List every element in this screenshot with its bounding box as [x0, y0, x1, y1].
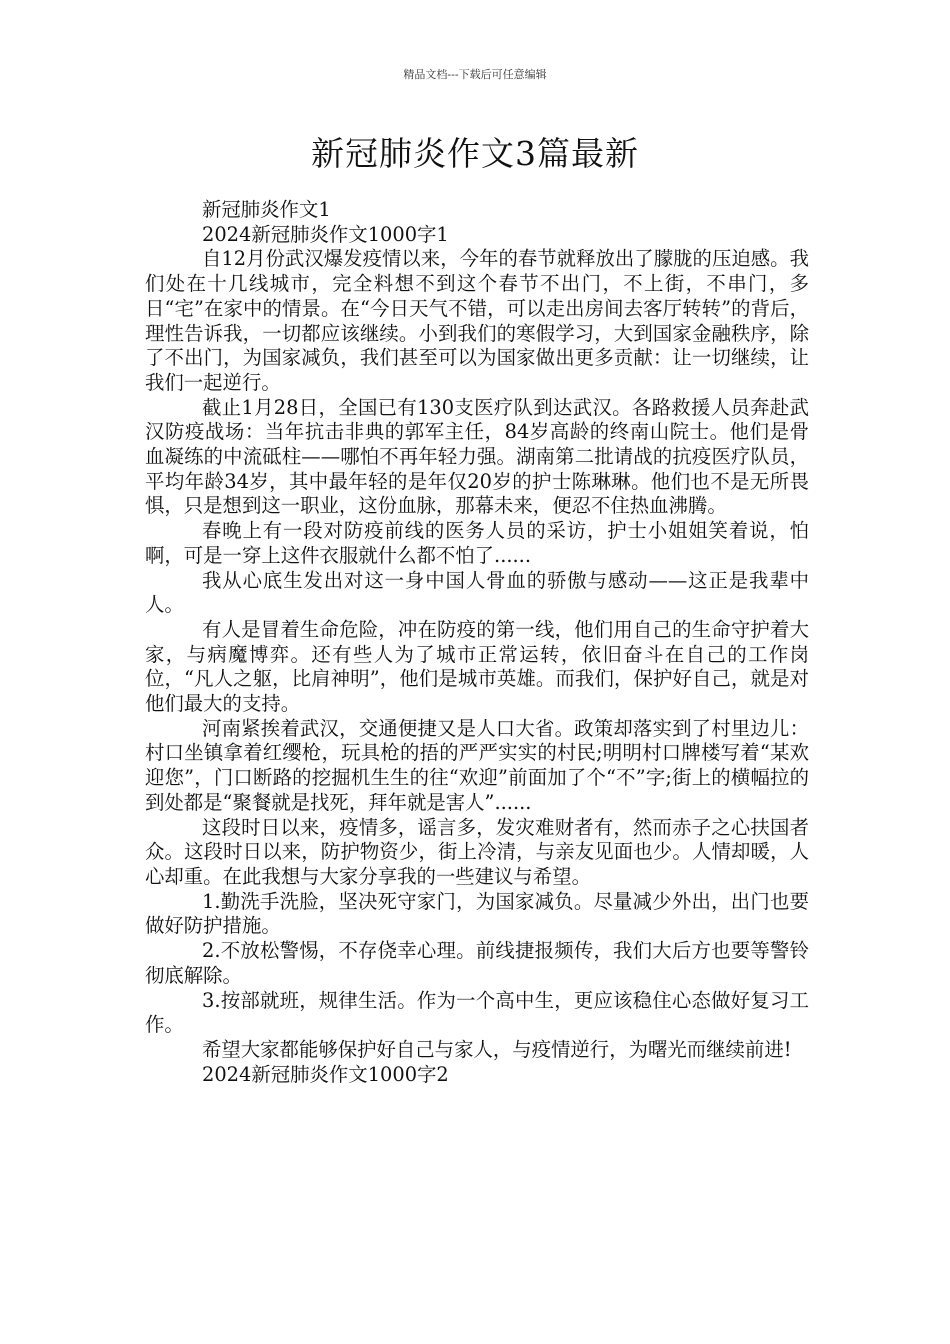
paragraph: 自12月份武汉爆发疫情以来，今年的春节就释放出了朦胧的压迫感。我们处在十几线城市，完全料想不到这个春节不出门，不上街，不串门，多日“宅”在家中的情景。在“今日天气不错，可以走出房间去客厅转转”的背后，理性告诉我，一切都应该继续。小到我们的寒假学习，大到国家金融秩序，除了不出门，为国家减负，我们甚至可以为国家做出更多贡献：让一切继续，让我们一起逆行。 [145, 247, 809, 394]
paragraph: 我从心底生发出对这一身中国人骨血的骄傲与感动——这正是我辈中人。 [145, 568, 809, 617]
paragraph: 这段时日以来，疫情多，谣言多，发灾难财者有，然而赤子之心扶国者众。这段时日以来，防护物资少，街上冷清，与亲友见面也少。人情却暖，人心却重。在此我想与大家分享我的一些建议与希望。 [145, 815, 809, 888]
document-body [145, 198, 809, 1087]
paragraph: 有人是冒着生命危险，冲在防疫的第一线，他们用自己的生命守护着大家，与病魔博弈。还有些人为了城市正常运转，依旧奋斗在自己的工作岗位，“凡人之躯，比肩神明”，他们是城市英雄。而我们，保护好自己，就是对他们最大的支持。 [145, 617, 809, 716]
list-item: 2.不放松警惕，不存侥幸心理。前线捷报频传，我们大后方也要等警铃彻底解除。 [145, 939, 809, 987]
essay-heading: 2024新冠肺炎作文1000字1 [202, 222, 449, 246]
list-item: 1.勤洗手洗脸，坚决死守家门，为国家减负。尽量减少外出，出门也要做好防护措施。 [145, 889, 809, 938]
essay-heading: 2024新冠肺炎作文1000字2 [202, 1062, 449, 1086]
paragraph: 截止1月28日，全国已有130支医疗队到达武汉。各路救援人员奔赴武汉防疫战场：当年抗击非典的郭军主任，84岁高龄的终南山院士。他们是骨血凝练的中流砥柱——哪怕不再年轻力强。湖南第二批请战的抗疫医疗队员，平均年龄34岁，其中最年轻的是年仅20岁的护士陈琳琳。他们也不是无所畏惧，只是想到这一职业，这份血脉，那幕未来，便忍不住热血沸腾。 [145, 395, 809, 518]
section-heading: 新冠肺炎作文1 [202, 198, 331, 221]
paragraph: 河南紧挨着武汉，交通便捷又是人口大省。政策却落实到了村里边儿：村口坐镇拿着红缨枪，玩具枪的捂的严严实实的村民;明明村口牌楼写着“某欢迎您”，门口断路的挖掘机生生的往“欢迎”前面加了个“不”字;街上的横幅拉的到处都是“聚餐就是找死，拜年就是害人”...... [145, 716, 809, 814]
document-title: 新冠肺炎作文3篇最新 [311, 134, 639, 173]
paragraph: 希望大家都能够保护好自己与家人，与疫情逆行，为曙光而继续前进! [202, 1037, 792, 1061]
paragraph: 春晚上有一段对防疫前线的医务人员的采访，护士小姐姐笑着说，怕啊，可是一穿上这件衣服就什么都不怕了...... [145, 519, 809, 567]
list-item: 3.按部就班，规律生活。作为一个高中生，更应该稳住心态做好复习工作。 [145, 988, 809, 1037]
page-header: 精品文档---下载后可任意编辑 [403, 68, 547, 81]
